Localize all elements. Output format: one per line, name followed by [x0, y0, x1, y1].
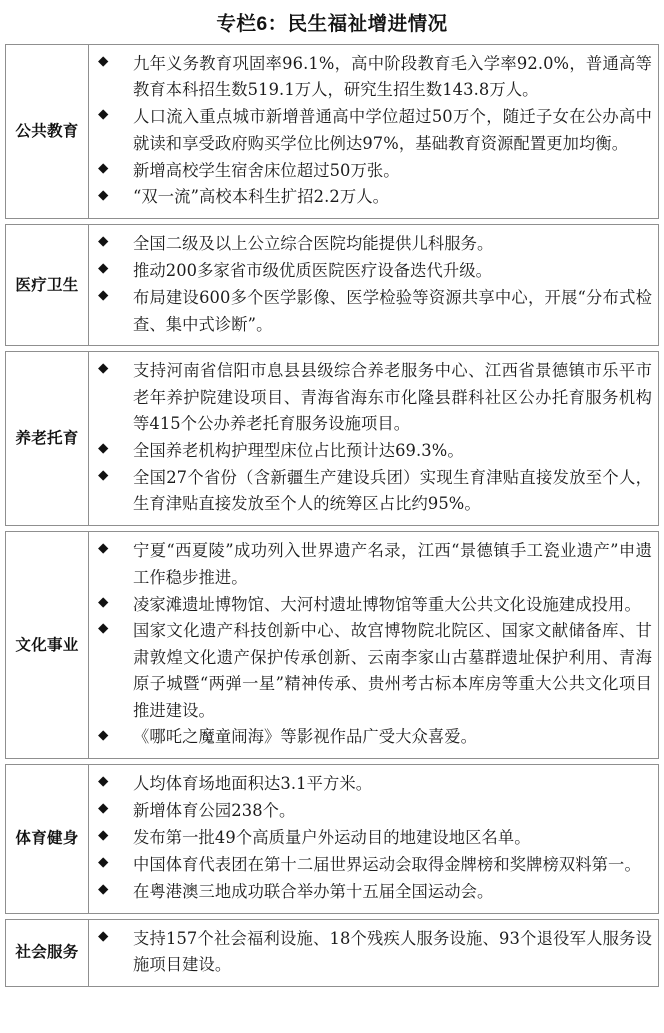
row-category-label: 养老托育 — [15, 430, 79, 448]
row-category-cell — [6, 225, 89, 345]
list-item-text: 《哪吒之魔童闹海》等影视作品广受大众喜爱。 — [133, 727, 478, 747]
row-category-cell — [6, 920, 89, 986]
row-content-cell — [89, 45, 658, 218]
diamond-bullet-icon: ◆ — [98, 773, 109, 790]
diamond-bullet-icon: ◆ — [98, 467, 109, 484]
list-item — [89, 825, 652, 851]
list-item — [89, 51, 652, 104]
list-item-text: 支持157个社会福利设施、18个残疾人服务设施、93个退役军人服务设施项目建设。 — [133, 928, 652, 975]
table-row — [5, 44, 659, 219]
diamond-bullet-icon: ◆ — [98, 53, 109, 70]
diamond-bullet-icon: ◆ — [98, 440, 109, 457]
list-item — [89, 852, 652, 878]
list-item — [89, 538, 652, 591]
diamond-bullet-icon: ◆ — [98, 726, 109, 743]
bullet-list — [89, 51, 652, 211]
diamond-bullet-icon: ◆ — [98, 927, 109, 944]
bullet-list — [89, 231, 652, 338]
diamond-bullet-icon: ◆ — [98, 233, 109, 250]
table-row — [5, 351, 659, 526]
row-category-label: 公共教育 — [15, 122, 79, 140]
list-item — [89, 231, 652, 257]
row-category-cell — [6, 765, 89, 912]
diamond-bullet-icon: ◆ — [98, 159, 109, 176]
list-item — [89, 879, 652, 905]
list-item-text: 国家文化遗产科技创新中心、故宫博物院北院区、国家文献储备库、甘肃敦煌文化遗产保护传承创新、云南李家山古墓群遗址保护利用、青海原子城暨“两弹一星”精神传承、贵州考古标本库房等重大公共文化项目推进建设。 — [133, 621, 652, 720]
row-category-label: 体育健身 — [15, 830, 79, 848]
diamond-bullet-icon: ◆ — [98, 620, 109, 637]
diamond-bullet-icon: ◆ — [98, 186, 109, 203]
row-content-cell — [89, 352, 658, 525]
list-item-text: 全国二级及以上公立综合医院均能提供儿科服务。 — [133, 234, 494, 254]
list-item-text: 发布第一批49个高质量户外运动目的地建设地区名单。 — [133, 828, 531, 848]
list-item — [89, 184, 652, 210]
bullet-list — [89, 358, 652, 517]
list-item-text: “双一流”高校本科生扩招2.2万人。 — [133, 187, 389, 207]
list-item — [89, 465, 652, 518]
row-category-label: 社会服务 — [15, 944, 79, 962]
list-item — [89, 798, 652, 824]
list-item-text: 新增体育公园238个。 — [133, 801, 296, 821]
row-category-cell — [6, 45, 89, 218]
bullet-list — [89, 926, 652, 979]
bullet-list — [89, 538, 652, 751]
list-item — [89, 618, 652, 724]
list-item — [89, 771, 652, 797]
list-item-text: 支持河南省信阳市息县县级综合养老服务中心、江西省景德镇市乐平市老年养护院建设项目、青海省海东市化隆县群科社区公办托育服务机构等415个公办养老托育服务设施项目。 — [133, 361, 652, 434]
diamond-bullet-icon: ◆ — [98, 854, 109, 871]
diamond-bullet-icon: ◆ — [98, 287, 109, 304]
list-item-text: 中国体育代表团在第十二届世界运动会取得金牌榜和奖牌榜双料第一。 — [133, 855, 641, 875]
table-row — [5, 531, 659, 759]
bullet-list — [89, 771, 652, 905]
list-item-text: 全国养老机构护理型床位占比预计达69.3%。 — [133, 441, 464, 461]
list-item-text: 人口流入重点城市新增普通高中学位超过50万个，随迁子女在公办高中就读和享受政府购买学位比例达97%，基础教育资源配置更加均衡。 — [133, 107, 652, 153]
list-item — [89, 592, 652, 618]
table-row — [5, 919, 659, 987]
row-category-cell — [6, 532, 89, 758]
table-row — [5, 224, 659, 346]
list-item-text: 布局建设600多个医学影像、医学检验等资源共享中心，开展“分布式检查、集中式诊断”。 — [133, 288, 652, 334]
list-item-text: 新增高校学生宿舍床位超过50万张。 — [133, 160, 400, 180]
row-content-cell — [89, 225, 658, 345]
diamond-bullet-icon: ◆ — [98, 880, 109, 897]
page-title: 专栏6：民生福祉增进情况 — [216, 13, 448, 35]
list-item — [89, 258, 652, 284]
diamond-bullet-icon: ◆ — [98, 540, 109, 557]
list-item — [89, 104, 652, 157]
diamond-bullet-icon: ◆ — [98, 593, 109, 610]
list-item-text: 人均体育场地面积达3.1平方米。 — [133, 774, 373, 794]
diamond-bullet-icon: ◆ — [98, 827, 109, 844]
diamond-bullet-icon: ◆ — [98, 800, 109, 817]
list-item — [89, 358, 652, 437]
list-item — [89, 438, 652, 464]
diamond-bullet-icon: ◆ — [98, 360, 109, 377]
list-item-text: 凌家滩遗址博物馆、大河村遗址博物馆等重大公共文化设施建成投用。 — [133, 594, 641, 614]
row-category-cell — [6, 352, 89, 525]
list-item — [89, 724, 652, 750]
list-item — [89, 158, 652, 184]
table-row — [5, 764, 659, 913]
list-item-text: 宁夏“西夏陵”成功列入世界遗产名录，江西“景德镇手工瓷业遗产”申遗工作稳步推进。 — [133, 541, 652, 587]
list-item — [89, 926, 652, 979]
row-category-label: 文化事业 — [15, 636, 79, 654]
list-item-text: 全国27个省份（含新疆生产建设兵团）实现生育津贴直接发放至个人，生育津贴直接发放至个人的统筹区占比约95%。 — [133, 467, 652, 514]
list-item-text: 在粤港澳三地成功联合举办第十五届全国运动会。 — [133, 881, 494, 901]
list-item — [89, 285, 652, 338]
row-category-label: 医疗卫生 — [15, 276, 79, 294]
row-content-cell — [89, 920, 658, 986]
row-content-cell — [89, 765, 658, 912]
feature-table — [0, 44, 664, 987]
list-item-text: 推动200多家省市级优质医院医疗设备迭代升级。 — [133, 261, 493, 281]
diamond-bullet-icon: ◆ — [98, 106, 109, 123]
row-content-cell — [89, 532, 658, 758]
list-item-text: 九年义务教育巩固率96.1%，高中阶段教育毛入学率92.0%，普通高等教育本科招生数519.1万人，研究生招生数143.8万人。 — [133, 54, 652, 100]
diamond-bullet-icon: ◆ — [98, 260, 109, 277]
